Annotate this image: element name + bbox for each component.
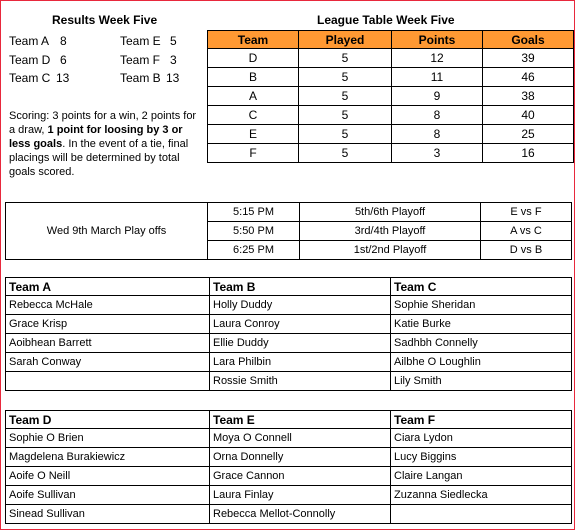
table-row	[6, 353, 572, 372]
result-team: Team C	[9, 71, 51, 85]
table-row	[208, 68, 574, 87]
table-row	[6, 429, 572, 448]
roster-header-row	[6, 278, 572, 296]
table-row	[208, 144, 574, 163]
player-name: Laura Finlay	[210, 486, 391, 505]
result-score: 13	[56, 71, 70, 85]
player-name: Aoife Sullivan	[6, 486, 210, 505]
cell-goals: 46	[483, 68, 574, 87]
table-row	[6, 467, 572, 486]
player-name: Lily Smith	[391, 372, 572, 391]
cell-points: 12	[392, 49, 483, 68]
scoring-note	[9, 109, 204, 179]
playoff-match: A vs C	[481, 222, 572, 241]
table-row	[208, 125, 574, 144]
table-row	[208, 106, 574, 125]
player-name: Sinead Sullivan	[6, 505, 210, 524]
cell-played: 5	[299, 144, 392, 163]
table-row	[6, 334, 572, 353]
result-score: 13	[166, 71, 180, 85]
result-team: Team F	[120, 53, 161, 67]
cell-team: C	[208, 106, 299, 125]
table-row	[6, 372, 572, 391]
results-title: Results Week Five	[52, 13, 158, 27]
header-goals: Goals	[483, 31, 574, 49]
cell-points: 8	[392, 106, 483, 125]
player-name: Ciara Lydon	[391, 429, 572, 448]
player-name: Sophie O Brien	[6, 429, 210, 448]
league-table	[207, 30, 574, 163]
cell-played: 5	[299, 87, 392, 106]
roster-header: Team A	[6, 278, 210, 296]
roster-table-def	[5, 410, 572, 524]
player-name: Zuzanna Siedlecka	[391, 486, 572, 505]
cell-goals: 38	[483, 87, 574, 106]
header-played: Played	[299, 31, 392, 49]
player-name: Rebecca Mellot-Connolly	[210, 505, 391, 524]
player-name	[6, 372, 210, 391]
player-name	[391, 505, 572, 524]
player-name: Ellie Duddy	[210, 334, 391, 353]
player-name: Lara Philbin	[210, 353, 391, 372]
playoff-name: 1st/2nd Playoff	[300, 241, 481, 260]
roster-header-row	[6, 411, 572, 429]
playoffs-table	[5, 202, 572, 260]
table-row	[6, 296, 572, 315]
cell-played: 5	[299, 106, 392, 125]
cell-played: 5	[299, 49, 392, 68]
cell-points: 8	[392, 125, 483, 144]
player-name: Laura Conroy	[210, 315, 391, 334]
player-name: Sophie Sheridan	[391, 296, 572, 315]
player-name: Katie Burke	[391, 315, 572, 334]
result-score: 6	[60, 53, 67, 67]
scoring-text: . In the event of a tie, final placings will be determined by total goals scored.	[9, 138, 189, 178]
table-row	[6, 203, 572, 222]
table-row	[6, 315, 572, 334]
playoff-time: 6:25 PM	[208, 241, 300, 260]
roster-header: Team E	[210, 411, 391, 429]
cell-goals: 16	[483, 144, 574, 163]
league-title: League Table Week Five	[317, 13, 455, 27]
roster-table-abc	[5, 277, 572, 391]
player-name: Aoife O Neill	[6, 467, 210, 486]
table-row	[208, 87, 574, 106]
result-team: Team A	[9, 34, 50, 48]
cell-team: E	[208, 125, 299, 144]
cell-played: 5	[299, 68, 392, 87]
playoff-match: D vs B	[481, 241, 572, 260]
result-score: 5	[170, 34, 177, 48]
cell-points: 9	[392, 87, 483, 106]
header-points: Points	[392, 31, 483, 49]
league-header-row	[208, 31, 574, 49]
player-name: Sadhbh Connelly	[391, 334, 572, 353]
roster-header: Team B	[210, 278, 391, 296]
scoring-bold: 1 point for loosing by 3 or less goals	[9, 124, 183, 150]
playoffs-date: Wed 9th March Play offs	[6, 203, 208, 260]
table-row	[6, 486, 572, 505]
table-row	[6, 505, 572, 524]
player-name: Claire Langan	[391, 467, 572, 486]
result-score: 8	[60, 34, 67, 48]
roster-header: Team F	[391, 411, 572, 429]
playoff-name: 3rd/4th Playoff	[300, 222, 481, 241]
player-name: Holly Duddy	[210, 296, 391, 315]
player-name: Moya O Connell	[210, 429, 391, 448]
cell-team: A	[208, 87, 299, 106]
cell-played: 5	[299, 125, 392, 144]
player-name: Rebecca McHale	[6, 296, 210, 315]
scoring-text: Scoring: 3 points for a win, 2 points for a draw,	[9, 110, 197, 136]
cell-goals: 40	[483, 106, 574, 125]
result-team: Team B	[120, 71, 161, 85]
cell-points: 11	[392, 68, 483, 87]
cell-goals: 25	[483, 125, 574, 144]
player-name: Ailbhe O Loughlin	[391, 353, 572, 372]
playoff-match: E vs F	[481, 203, 572, 222]
playoff-name: 5th/6th Playoff	[300, 203, 481, 222]
roster-header: Team D	[6, 411, 210, 429]
result-team: Team E	[120, 34, 161, 48]
cell-team: D	[208, 49, 299, 68]
header-team: Team	[208, 31, 299, 49]
cell-team: B	[208, 68, 299, 87]
cell-team: F	[208, 144, 299, 163]
result-score: 3	[170, 53, 177, 67]
player-name: Aoibhean Barrett	[6, 334, 210, 353]
player-name: Magdelena Burakiewicz	[6, 448, 210, 467]
player-name: Grace Cannon	[210, 467, 391, 486]
table-row	[6, 448, 572, 467]
roster-header: Team C	[391, 278, 572, 296]
playoff-time: 5:15 PM	[208, 203, 300, 222]
cell-goals: 39	[483, 49, 574, 68]
player-name: Orna Donnelly	[210, 448, 391, 467]
playoff-time: 5:50 PM	[208, 222, 300, 241]
player-name: Sarah Conway	[6, 353, 210, 372]
result-team: Team D	[9, 53, 51, 67]
player-name: Rossie Smith	[210, 372, 391, 391]
table-row	[208, 49, 574, 68]
player-name: Grace Krisp	[6, 315, 210, 334]
player-name: Lucy Biggins	[391, 448, 572, 467]
cell-points: 3	[392, 144, 483, 163]
